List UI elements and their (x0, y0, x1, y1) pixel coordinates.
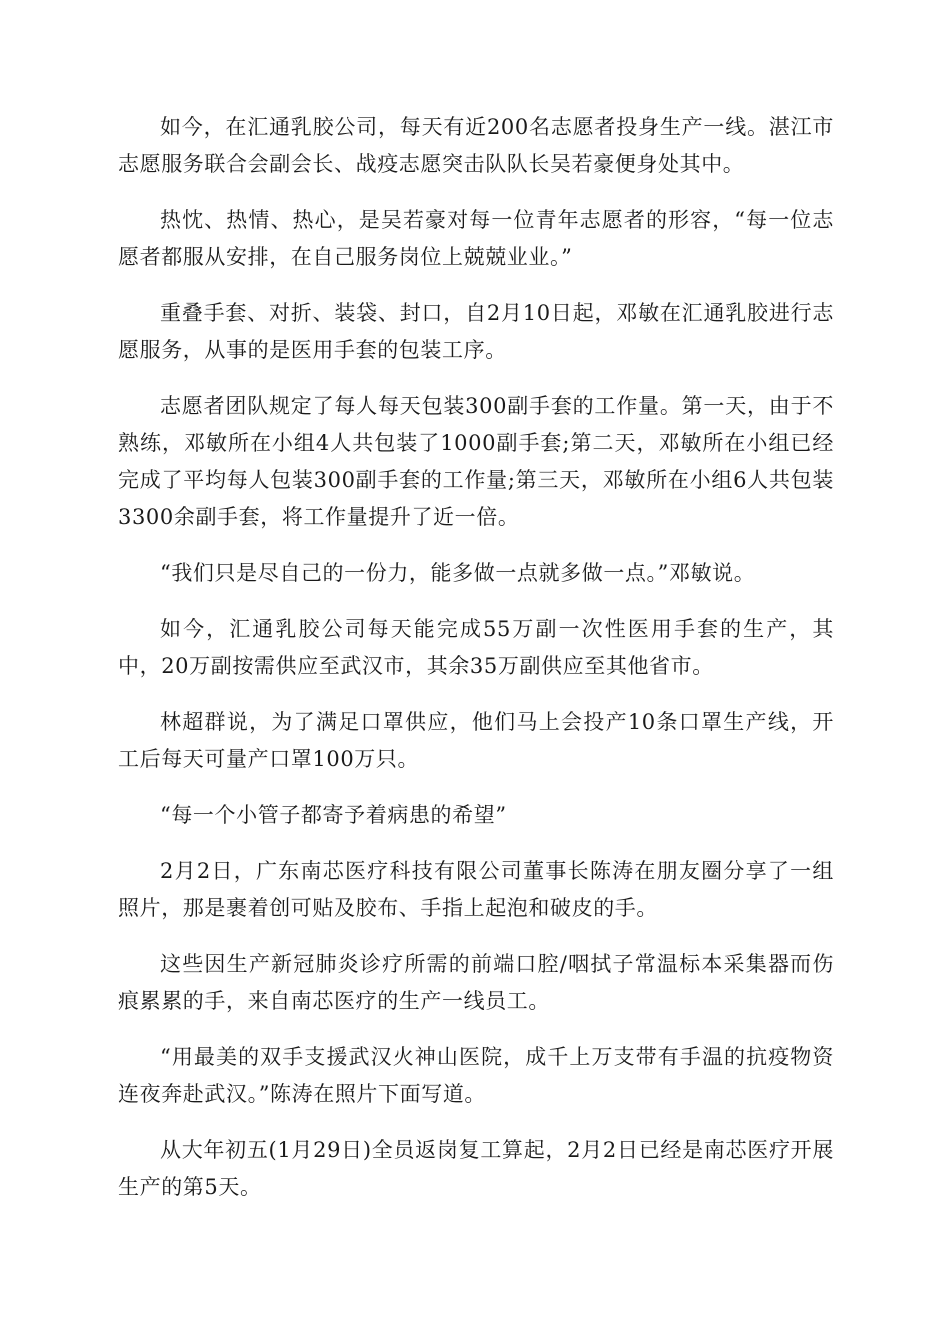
article-body (118, 109, 834, 1225)
paragraph-1: 如今，在汇通乳胶公司，每天有近200名志愿者投身生产一线。湛江市志愿服务联合会副会长、战疫志愿突击队队长吴若豪便身处其中。 (118, 115, 834, 176)
paragraph-7: 林超群说，为了满足口罩供应，他们马上会投产10条口罩生产线，开工后每天可量产口罩100万只。 (118, 710, 834, 771)
section-heading: “每一个小管子都寄予着病患的希望” (160, 803, 507, 827)
paragraph-4: 志愿者团队规定了每人每天包装300副手套的工作量。第一天，由于不熟练，邓敏所在小组4人共包装了1000副手套;第二天，邓敏所在小组已经完成了平均每人包装300副手套的工作量;第三天，邓敏所在小组6人共包装3300余副手套，将工作量提升了近一倍。 (118, 394, 834, 529)
paragraph-3: 重叠手套、对折、装袋、封口，自2月10日起，邓敏在汇通乳胶进行志愿服务，从事的是医用手套的包装工序。 (118, 301, 834, 362)
paragraph-8: 2月2日，广东南芯医疗科技有限公司董事长陈涛在朋友圈分享了一组照片，那是裹着创可贴及胶布、手指上起泡和破皮的手。 (118, 859, 834, 920)
paragraph-2: 热忱、热情、热心，是吴若豪对每一位青年志愿者的形容，“每一位志愿者都服从安排，在自己服务岗位上兢兢业业。” (118, 208, 834, 269)
paragraph-9: 这些因生产新冠肺炎诊疗所需的前端口腔/咽拭子常温标本采集器而伤痕累累的手，来自南芯医疗的生产一线员工。 (118, 952, 834, 1013)
paragraph-10: “用最美的双手支援武汉火神山医院，成千上万支带有手温的抗疫物资连夜奔赴武汉。”陈涛在照片下面写道。 (118, 1045, 834, 1106)
paragraph-5: “我们只是尽自己的一份力，能多做一点就多做一点。”邓敏说。 (160, 561, 756, 585)
paragraph-11: 从大年初五(1月29日)全员返岗复工算起，2月2日已经是南芯医疗开展生产的第5天。 (118, 1138, 834, 1199)
paragraph-6: 如今，汇通乳胶公司每天能完成55万副一次性医用手套的生产，其中，20万副按需供应至武汉市，其余35万副供应至其他省市。 (118, 617, 834, 678)
